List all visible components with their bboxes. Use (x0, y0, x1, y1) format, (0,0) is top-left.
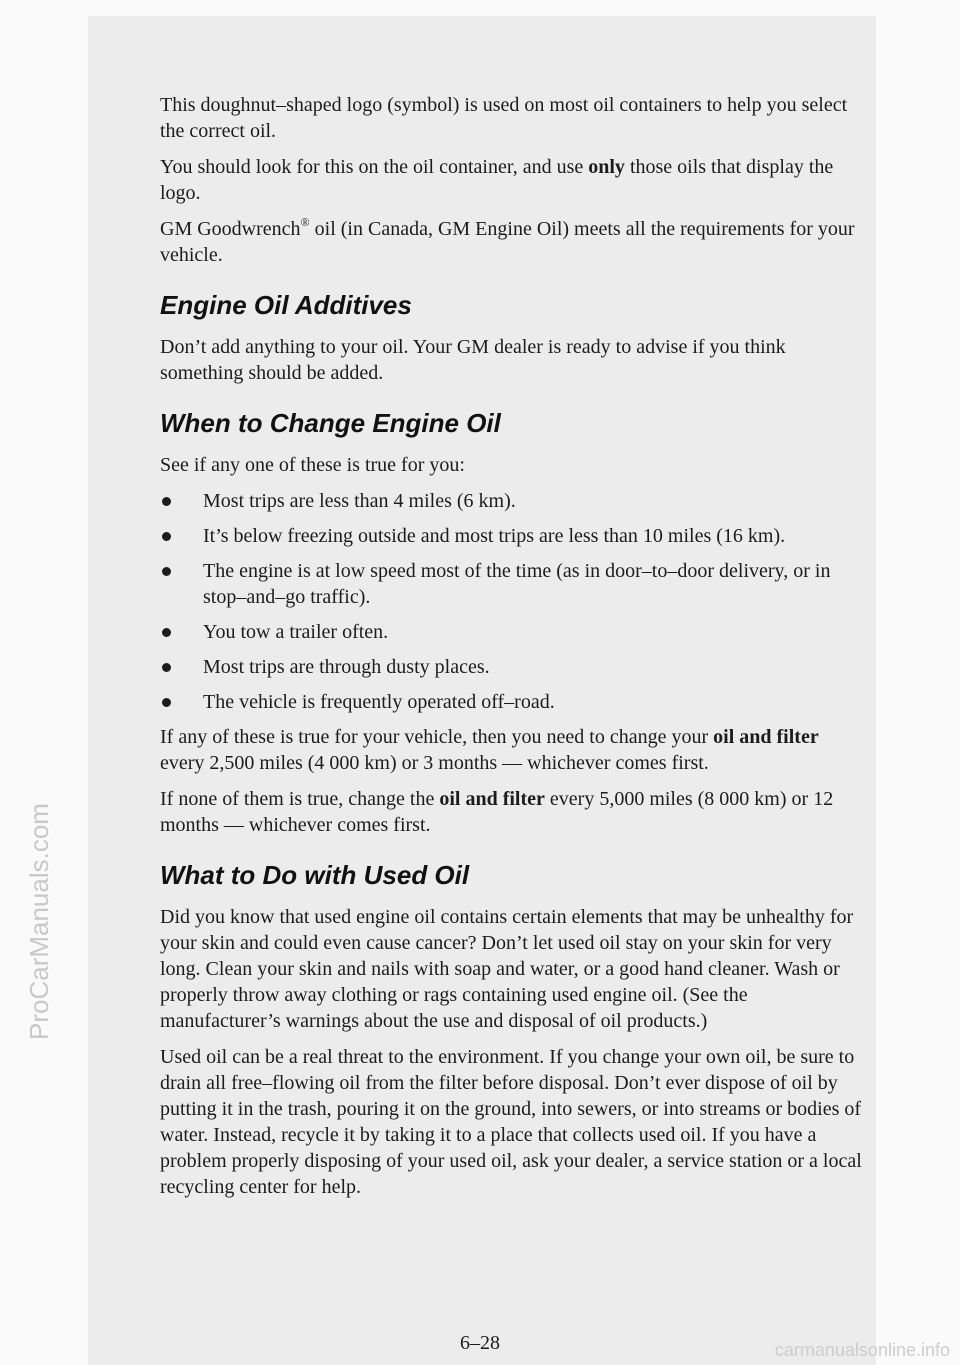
intro-paragraph-goodwrench (160, 216, 865, 268)
list-item-text: It’s below freezing outside and most trips are less than 10 miles (16 km). (203, 525, 786, 547)
normal-bold: oil and filter (439, 788, 545, 810)
list-item-text: Most trips are through dusty places. (203, 656, 490, 678)
goodwrench-text: GM Goodwrench (160, 218, 301, 240)
severe-bold: oil and filter (713, 726, 819, 748)
change-conditions-list (160, 488, 865, 715)
list-item-text: The engine is at low speed most of the time (as in door–to–door delivery, or in stop–and–go traffic). (203, 560, 831, 608)
bullet-icon (162, 628, 171, 637)
bullet-icon (162, 497, 171, 506)
intro-text-b: those oils that display the logo. (160, 156, 834, 204)
intro-text-a: You should look for this on the oil container, and use (160, 156, 589, 178)
intro-paragraph-logo: This doughnut–shaped logo (symbol) is used on most oil containers to help you select the correct oil. (160, 94, 848, 142)
bullet-icon (162, 567, 171, 576)
bullet-icon (162, 698, 171, 707)
used-oil-health-paragraph: Did you know that used engine oil contains certain elements that may be unhealthy for your skin and could even cause cancer? Don’t let used oil stay on your skin for very long. Clean your skin and nails with soap and water, or a good hand cleaner. Wash or properly throw away clothing or rags containing used engine oil. (See the manufacturer’s warnings about the use and disposal of oil products.) (160, 906, 854, 1032)
side-watermark: ProCarManuals.com (24, 803, 54, 1040)
heading-when-to-change: When to Change Engine Oil (160, 408, 501, 438)
list-item-text: The vehicle is frequently operated off–road. (203, 691, 555, 713)
goodwrench-text-rest: oil (in Canada, GM Engine Oil) meets all the requirements for your vehicle. (160, 218, 855, 266)
normal-text-a: If none of them is true, change the (160, 788, 440, 810)
change-lead: See if any one of these is true for you: (160, 454, 465, 476)
normal-text-b: every 5,000 miles (8 000 km) or 12 months — whichever comes first. (160, 788, 834, 836)
registered-mark: ® (300, 215, 310, 229)
severe-text-b: every 2,500 miles (4 000 km) or 3 months — whichever comes first. (160, 752, 709, 774)
change-interval-normal (160, 786, 865, 838)
manual-page-content (160, 92, 865, 1210)
additives-paragraph: Don’t add anything to your oil. Your GM dealer is ready to advise if you think something should be added. (160, 336, 786, 384)
list-item (160, 488, 865, 514)
list-item (160, 654, 865, 680)
heading-used-oil: What to Do with Used Oil (160, 860, 470, 890)
list-item (160, 523, 865, 549)
page-number: 6–28 (460, 1332, 500, 1354)
list-item (160, 558, 865, 610)
heading-engine-oil-additives: Engine Oil Additives (160, 290, 412, 320)
severe-text-a: If any of these is true for your vehicle, then you need to change your (160, 726, 714, 748)
list-item-text: Most trips are less than 4 miles (6 km). (203, 490, 516, 512)
bullet-icon (162, 663, 171, 672)
bottom-watermark: carmanualsonline.info (774, 1340, 950, 1360)
list-item (160, 619, 865, 645)
bullet-icon (162, 532, 171, 541)
used-oil-environment-paragraph: Used oil can be a real threat to the environment. If you change your own oil, be sure to drain all free–flowing oil from the filter before disposal. Don’t ever dispose of oil by putting it in the trash, pouring it on the ground, into sewers, or into streams or bodies of water. Instead, recycle it by taking it to a place that collects used oil. If you have a problem properly disposing of your used oil, ask your dealer, a service station or a local recycling center for help. (160, 1046, 862, 1198)
change-interval-severe (160, 724, 865, 776)
list-item (160, 689, 865, 715)
intro-paragraph-only (160, 154, 865, 206)
intro-bold-only: only (588, 156, 625, 178)
list-item-text: You tow a trailer often. (203, 621, 389, 643)
